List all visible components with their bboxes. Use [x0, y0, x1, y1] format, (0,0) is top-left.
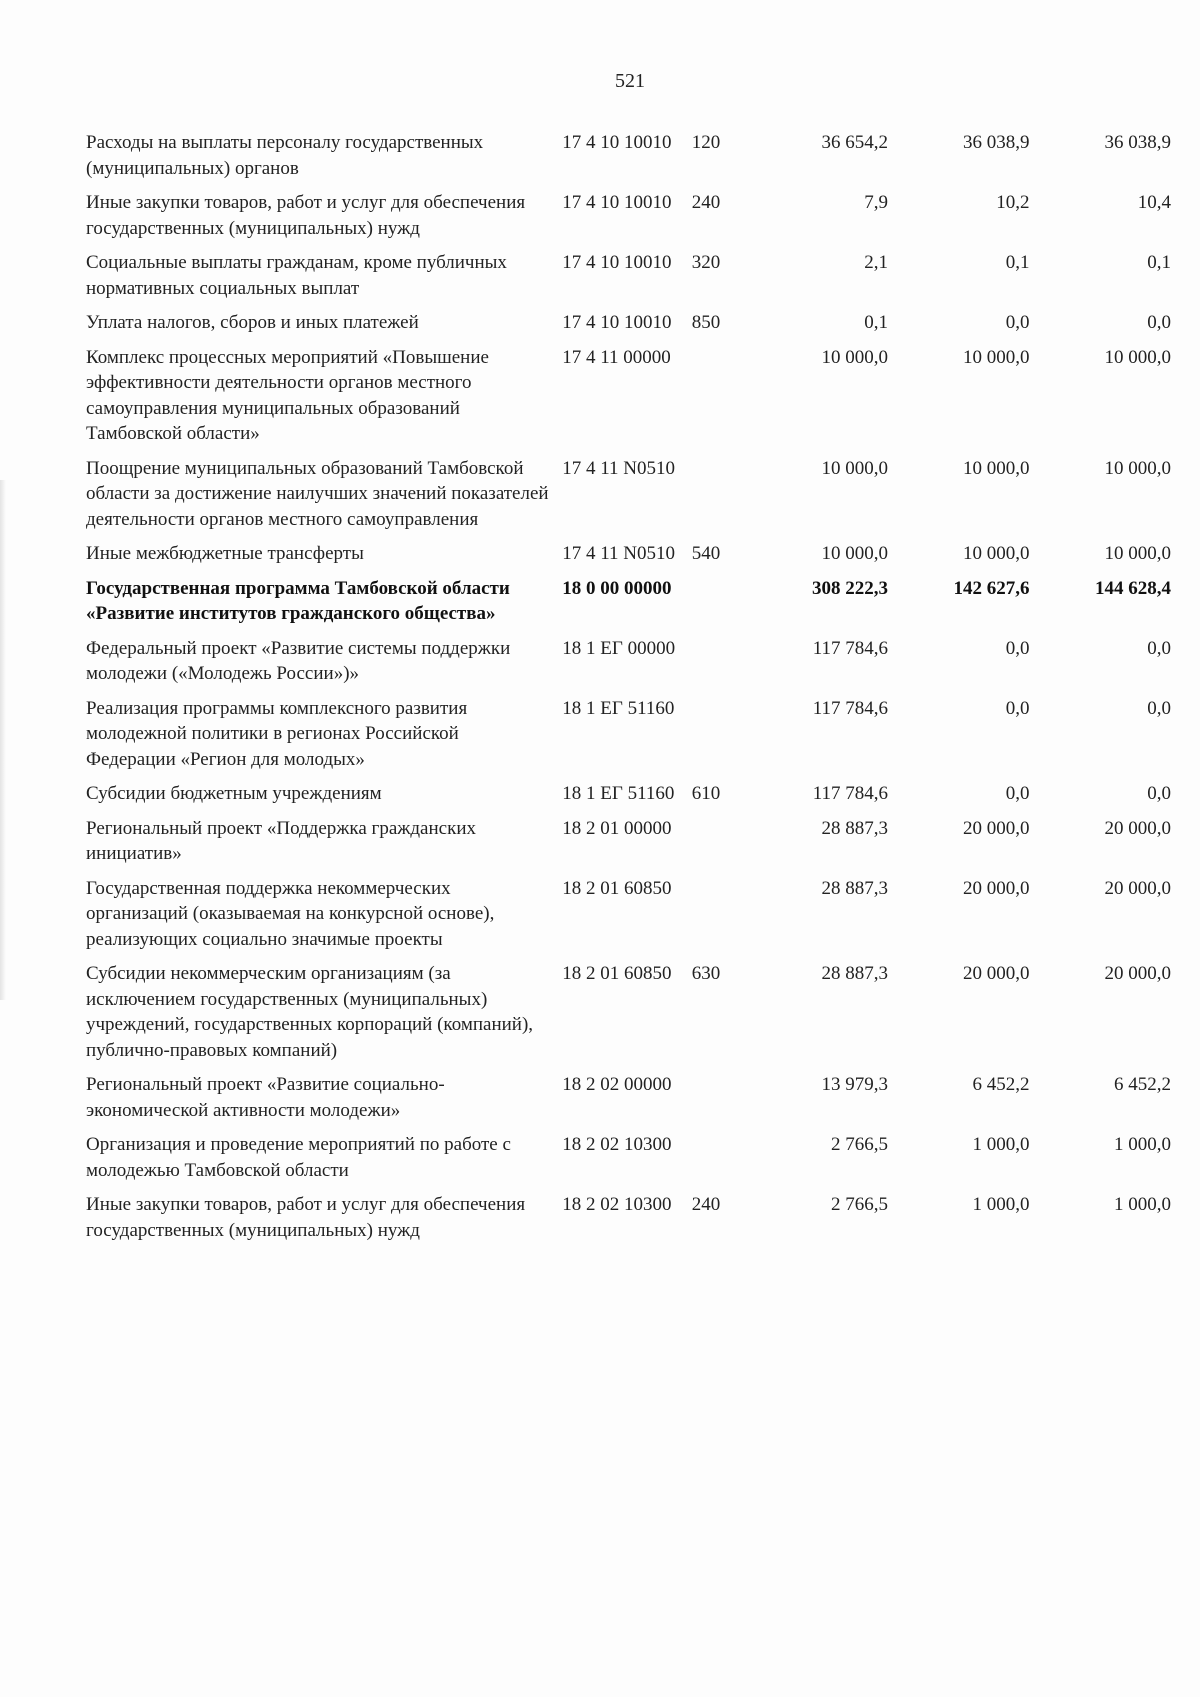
row-value-2: 20 000,0 — [963, 877, 1030, 899]
row-value-2: 36 038,9 — [963, 132, 1030, 153]
row-value-2: 20 000,0 — [963, 963, 1030, 984]
row-value-3: 20 000,0 — [1104, 877, 1171, 899]
row-code: 18 2 01 60850 — [562, 877, 672, 899]
row-expense-type: 850 — [691, 312, 721, 333]
page-number: 521 — [615, 70, 645, 92]
row-expense-type: 540 — [691, 543, 721, 564]
table-row — [86, 310, 1171, 336]
row-name: Иные закупки товаров, работ и услуг для обеспечения государственных (муниципальных) нужд — [86, 192, 526, 239]
row-value-2: 0,0 — [1005, 783, 1030, 804]
row-value-3: 10 000,0 — [1104, 346, 1171, 368]
row-code: 18 2 01 00000 — [562, 817, 672, 839]
row-value-1: 36 654,2 — [821, 132, 889, 153]
scan-edge-shadow — [0, 480, 6, 1000]
row-name: Комплекс процессных мероприятий «Повышение эффективности деятельности органов местного самоуправления муниципальных образований Тамбовской области» — [86, 346, 489, 444]
row-code: 17 4 10 10010 — [562, 312, 672, 333]
row-expense-type: 120 — [691, 132, 721, 153]
row-code: 17 4 10 10010 — [562, 252, 672, 273]
row-code: 18 2 02 10300 — [562, 1134, 672, 1155]
budget-table — [86, 130, 1171, 1252]
row-expense-type: 610 — [691, 783, 721, 804]
row-value-2: 142 627,6 — [953, 577, 1030, 599]
table-row — [86, 345, 1171, 447]
row-value-1: 117 784,6 — [812, 697, 889, 719]
row-value-3: 10,4 — [1137, 192, 1171, 213]
row-value-1: 28 887,3 — [821, 877, 889, 899]
row-value-2: 0,0 — [1005, 697, 1030, 719]
row-value-3: 0,1 — [1147, 252, 1171, 273]
row-name: Региональный проект «Поддержка гражданских инициатив» — [86, 817, 476, 864]
row-code: 18 1 ЕГ 51160 — [562, 783, 675, 804]
row-value-2: 10 000,0 — [963, 457, 1030, 479]
table-row — [86, 876, 1171, 953]
row-value-2: 0,0 — [1005, 312, 1030, 333]
row-value-3: 10 000,0 — [1104, 543, 1171, 564]
table-row — [86, 456, 1171, 533]
row-value-1: 308 222,3 — [812, 577, 889, 599]
row-name: Государственная поддержка некоммерческих организаций (оказываемая на конкурсной основе), реализующих социально значимые проекты — [86, 877, 495, 950]
table-row — [86, 1132, 1171, 1183]
row-name: Иные закупки товаров, работ и услуг для обеспечения государственных (муниципальных) нужд — [86, 1194, 526, 1241]
row-value-3: 0,0 — [1147, 637, 1171, 659]
table-row — [86, 130, 1171, 181]
row-name: Региональный проект «Развитие социально-экономической активности молодежи» — [86, 1074, 445, 1121]
row-name: Социальные выплаты гражданам, кроме публичных нормативных социальных выплат — [86, 252, 507, 299]
row-value-2: 1 000,0 — [972, 1194, 1030, 1215]
row-value-3: 20 000,0 — [1104, 963, 1171, 984]
row-value-1: 10 000,0 — [821, 457, 889, 479]
row-value-2: 10,2 — [996, 192, 1030, 213]
row-value-1: 10 000,0 — [821, 543, 889, 564]
table-row — [86, 636, 1171, 687]
row-name: Реализация программы комплексного развития молодежной политики в регионах Российской Федерации «Регион для молодых» — [86, 697, 468, 770]
table-row — [86, 696, 1171, 773]
table-row — [86, 250, 1171, 301]
table-row — [86, 190, 1171, 241]
row-name: Расходы на выплаты персоналу государственных (муниципальных) органов — [86, 132, 484, 179]
row-value-3: 0,0 — [1147, 697, 1171, 719]
row-value-2: 1 000,0 — [972, 1134, 1030, 1155]
row-value-1: 10 000,0 — [821, 346, 889, 368]
row-expense-type: 320 — [691, 252, 721, 273]
table-row — [86, 576, 1171, 627]
row-code: 18 2 02 00000 — [562, 1074, 672, 1095]
table-row — [86, 961, 1171, 1063]
row-value-2: 10 000,0 — [963, 346, 1030, 368]
row-code: 18 2 01 60850 — [562, 963, 672, 984]
row-code: 18 1 ЕГ 00000 — [562, 637, 676, 659]
row-name: Субсидии бюджетным учреждениям — [86, 783, 382, 804]
row-value-1: 7,9 — [864, 192, 889, 213]
row-value-2: 20 000,0 — [963, 817, 1030, 839]
row-name: Субсидии некоммерческим организациям (за исключением государственных (муниципальных) учреждений, государственных корпораций (компаний), публично-правовых компаний) — [86, 963, 534, 1061]
row-value-3: 0,0 — [1147, 783, 1171, 804]
row-name: Уплата налогов, сборов и иных платежей — [86, 312, 419, 333]
row-value-3: 36 038,9 — [1104, 132, 1171, 153]
row-code: 17 4 11 N0510 — [562, 543, 676, 564]
table-row — [86, 1192, 1171, 1243]
table-row — [86, 1072, 1171, 1123]
table-row — [86, 781, 1171, 807]
row-value-3: 0,0 — [1147, 312, 1171, 333]
row-name: Поощрение муниципальных образований Тамбовской области за достижение наилучших значений показателей деятельности органов местного самоуправления — [86, 457, 549, 530]
row-expense-type: 240 — [691, 1194, 721, 1215]
row-expense-type: 240 — [691, 192, 721, 213]
row-value-3: 144 628,4 — [1094, 577, 1171, 599]
row-name: Федеральный проект «Развитие системы поддержки молодежи («Молодежь России»)» — [86, 637, 511, 684]
row-value-2: 10 000,0 — [963, 543, 1030, 564]
row-value-1: 2,1 — [864, 252, 889, 273]
row-value-3: 10 000,0 — [1104, 457, 1171, 479]
row-code: 17 4 10 10010 — [562, 192, 672, 213]
row-value-2: 0,1 — [1005, 252, 1030, 273]
row-name: Государственная программа Тамбовской области «Развитие институтов гражданского общества» — [86, 577, 510, 624]
row-value-2: 6 452,2 — [972, 1074, 1030, 1095]
row-value-1: 117 784,6 — [812, 783, 889, 804]
row-expense-type: 630 — [691, 963, 721, 984]
row-name: Организация и проведение мероприятий по работе с молодежью Тамбовской области — [86, 1134, 511, 1181]
table-row — [86, 816, 1171, 867]
row-code: 18 2 02 10300 — [562, 1194, 672, 1215]
row-code: 18 0 00 00000 — [562, 577, 672, 599]
row-code: 17 4 10 10010 — [562, 132, 672, 153]
row-value-2: 0,0 — [1005, 637, 1030, 659]
row-value-1: 117 784,6 — [812, 637, 889, 659]
row-code: 17 4 11 00000 — [562, 346, 671, 368]
table-row — [86, 541, 1171, 567]
row-value-3: 20 000,0 — [1104, 817, 1171, 839]
row-code: 17 4 11 N0510 — [562, 457, 676, 479]
row-name: Иные межбюджетные трансферты — [86, 543, 364, 564]
row-value-1: 28 887,3 — [821, 963, 889, 984]
row-value-3: 1 000,0 — [1113, 1134, 1171, 1155]
row-value-1: 2 766,5 — [831, 1134, 889, 1155]
row-value-1: 13 979,3 — [821, 1074, 889, 1095]
row-value-3: 6 452,2 — [1113, 1074, 1171, 1095]
row-value-3: 1 000,0 — [1113, 1194, 1171, 1215]
row-value-1: 0,1 — [864, 312, 889, 333]
row-value-1: 2 766,5 — [831, 1194, 889, 1215]
row-value-1: 28 887,3 — [821, 817, 889, 839]
row-code: 18 1 ЕГ 51160 — [562, 697, 675, 719]
